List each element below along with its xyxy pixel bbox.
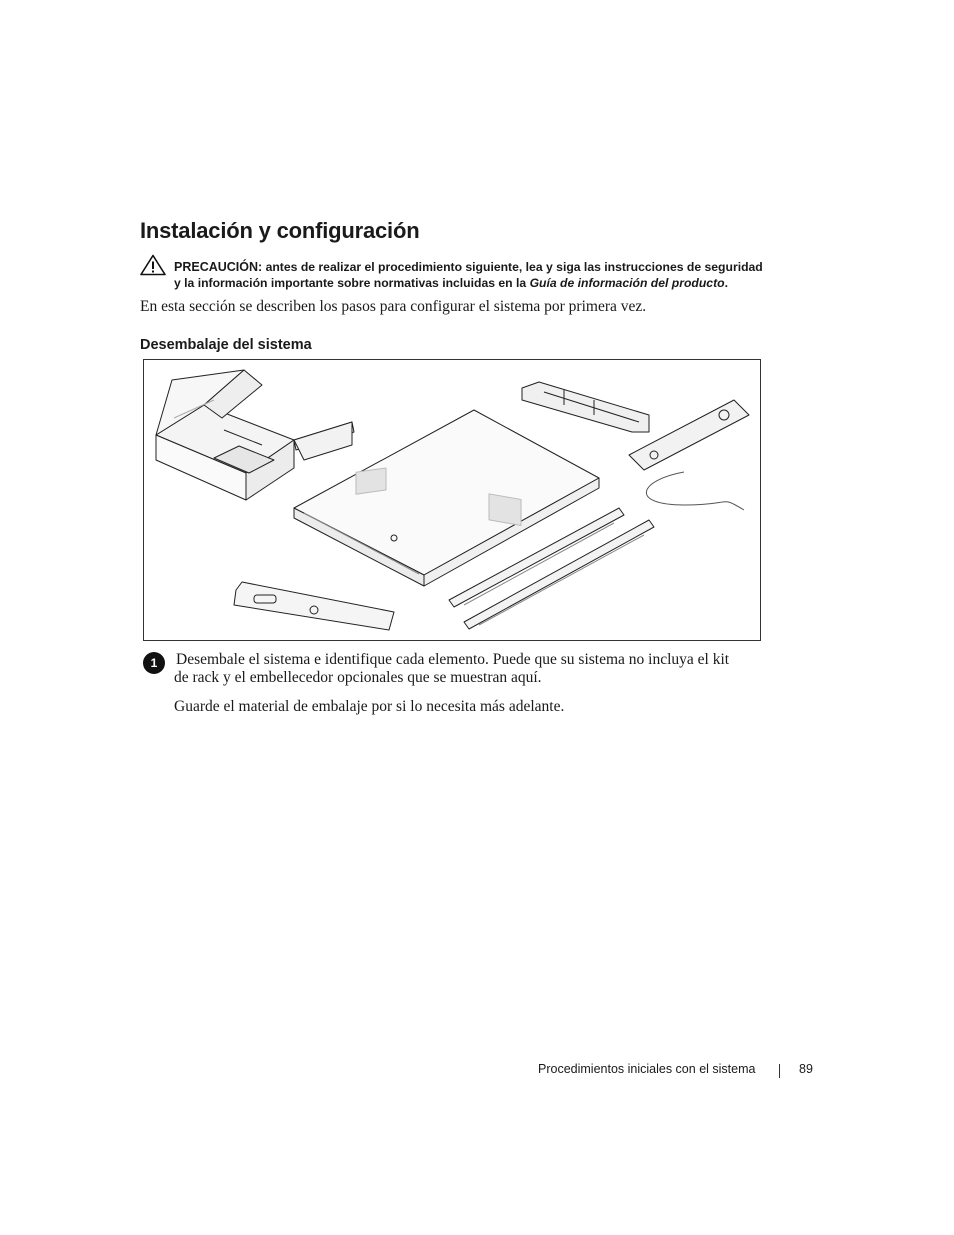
caution-label: PRECAUCIÓN: — [174, 260, 263, 274]
cable-management-arm — [522, 382, 649, 432]
page-number: 89 — [799, 1062, 813, 1076]
front-bezel — [234, 582, 394, 630]
step-number-badge: 1 — [143, 652, 165, 674]
section-heading: Desembalaje del sistema — [140, 337, 312, 353]
step-line-1: Desembale el sistema e identifique cada elemento. Puede que su sistema no incluya el kit — [176, 651, 730, 668]
mounting-bracket — [629, 400, 749, 470]
step-note: Guarde el material de embalaje por si lo necesita más adelante. — [174, 698, 565, 715]
shipping-box — [156, 370, 354, 500]
step-line-2: de rack y el embellecedor opcionales que se muestran aquí. — [174, 669, 542, 686]
unpacking-illustration — [144, 360, 760, 640]
page-title: Instalación y configuración — [140, 218, 420, 243]
footer-separator — [779, 1064, 780, 1078]
footer-chapter: Procedimientos iniciales con el sistema — [538, 1062, 756, 1076]
unpacking-figure — [143, 359, 761, 641]
intro-paragraph: En esta sección se describen los pasos para configurar el sistema por primera vez. — [140, 298, 647, 315]
caution-text-1: antes de realizar el procedimiento siguiente, lea y siga las instrucciones de seguridad — [262, 260, 763, 274]
caution-notice — [174, 259, 774, 291]
guide-title: Guía de información del producto — [529, 276, 725, 290]
caution-text-end: . — [724, 276, 728, 290]
cable — [646, 472, 744, 510]
step-instruction — [174, 651, 774, 687]
caution-text-2: y la información importante sobre normativas incluidas en la — [174, 276, 530, 290]
caution-icon — [140, 254, 166, 281]
